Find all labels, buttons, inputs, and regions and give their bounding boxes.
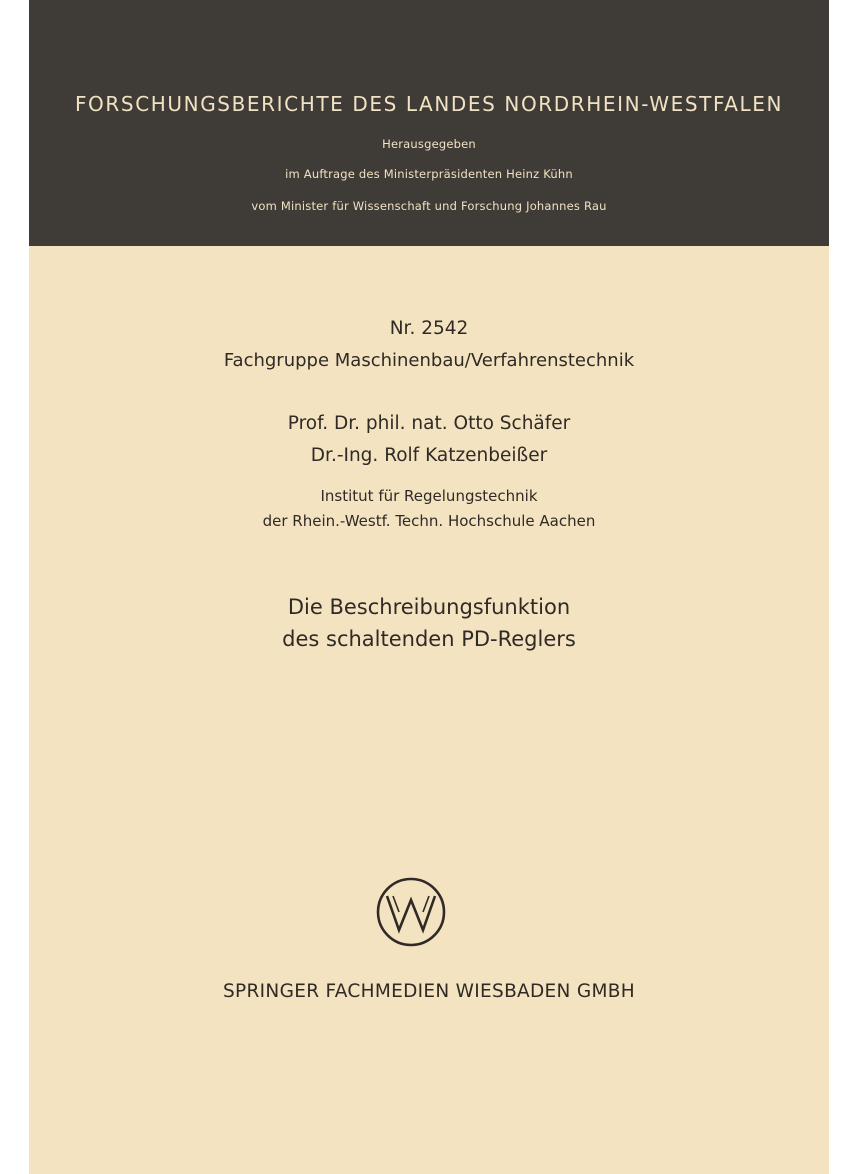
minister-line: vom Minister für Wissenschaft und Forschung Johannes Rau (251, 199, 607, 213)
book-title-line: des schaltenden PD-Reglers (282, 627, 576, 651)
book-cover (29, 0, 829, 1174)
publisher-name: SPRINGER FACHMEDIEN WIESBADEN GMBH (223, 981, 635, 1002)
author-name: Prof. Dr. phil. nat. Otto Schäfer (287, 413, 571, 434)
series-title: FORSCHUNGSBERICHTE DES LANDES NORDRHEIN-WESTFALEN (74, 92, 784, 116)
w-in-circle-logo-icon (375, 876, 447, 948)
series-banner (29, 0, 829, 246)
editor-line: Herausgegeben (382, 137, 476, 151)
report-number: Nr. 2542 (389, 318, 469, 339)
fachgruppe: Fachgruppe Maschinenbau/Verfahrenstechnik (223, 350, 635, 371)
author-name: Dr.-Ing. Rolf Katzenbeißer (310, 445, 548, 466)
institute-affiliation: der Rhein.-Westf. Techn. Hochschule Aachen (262, 512, 596, 530)
book-title-line: Die Beschreibungsfunktion (287, 595, 571, 619)
commission-line: im Auftrage des Ministerpräsidenten Heinz Kühn (285, 167, 573, 181)
institute-name: Institut für Regelungstechnik (320, 487, 538, 505)
